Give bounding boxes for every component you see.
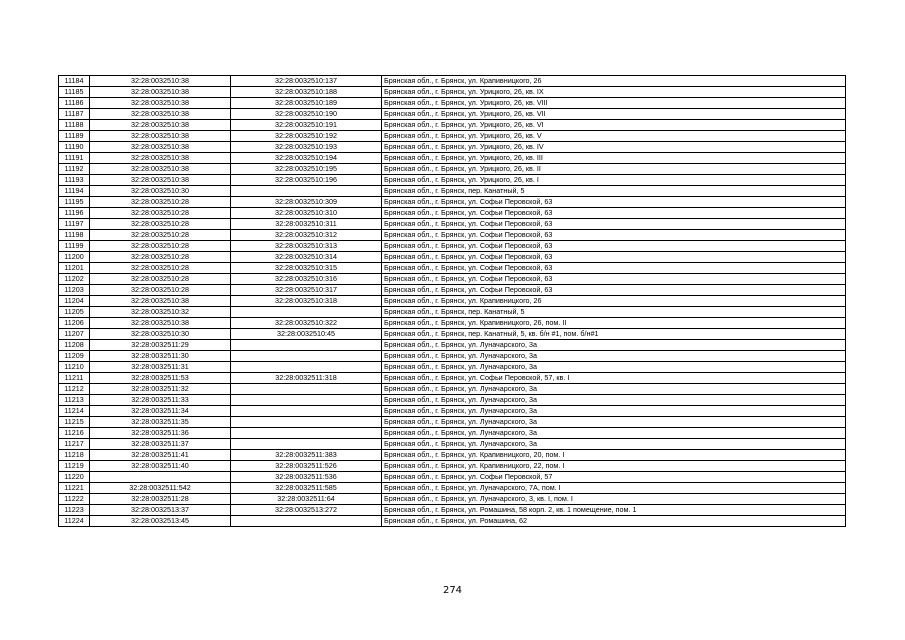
parcel-cadastral-number-cell: 32:28:0032513:45 [90,516,231,527]
address-cell: Брянская обл., г. Брянск, пер. Канатный, 5 [382,307,846,318]
parcel-cadastral-number-cell: 32:28:0032510:28 [90,230,231,241]
address-cell: Брянская обл., г. Брянск, ул. Луначарского, 3а [382,384,846,395]
parcel-cadastral-number-cell: 32:28:0032511:36 [90,428,231,439]
row-number-cell: 11199 [59,241,90,252]
address-cell: Брянская обл., г. Брянск, ул. Ромашина, 62 [382,516,846,527]
parcel-cadastral-number-cell: 32:28:0032510:38 [90,175,231,186]
object-cadastral-number-cell: 32:28:0032511:526 [231,461,382,472]
row-number-cell: 11196 [59,208,90,219]
row-number-cell: 11207 [59,329,90,340]
table-row [59,461,846,472]
parcel-cadastral-number-cell [90,472,231,483]
object-cadastral-number-cell [231,362,382,373]
object-cadastral-number-cell: 32:28:0032510:189 [231,98,382,109]
row-number-cell: 11205 [59,307,90,318]
table-row [59,197,846,208]
table-row [59,505,846,516]
address-cell: Брянская обл., г. Брянск, ул. Луначарского, 3а [382,351,846,362]
parcel-cadastral-number-cell: 32:28:0032511:31 [90,362,231,373]
object-cadastral-number-cell: 32:28:0032510:137 [231,76,382,87]
object-cadastral-number-cell: 32:28:0032510:312 [231,230,382,241]
table-row [59,76,846,87]
table-row [59,175,846,186]
table-row [59,395,846,406]
parcel-cadastral-number-cell: 32:28:0032511:33 [90,395,231,406]
row-number-cell: 11191 [59,153,90,164]
table-row [59,274,846,285]
parcel-cadastral-number-cell: 32:28:0032510:28 [90,208,231,219]
address-cell: Брянская обл., г. Брянск, ул. Луначарского, 3а [382,340,846,351]
parcel-cadastral-number-cell: 32:28:0032510:38 [90,153,231,164]
parcel-cadastral-number-cell: 32:28:0032513:37 [90,505,231,516]
parcel-cadastral-number-cell: 32:28:0032510:38 [90,76,231,87]
address-cell: Брянская обл., г. Брянск, ул. Урицкого, 26, кв. III [382,153,846,164]
row-number-cell: 11224 [59,516,90,527]
table-row [59,483,846,494]
parcel-cadastral-number-cell: 32:28:0032510:28 [90,241,231,252]
row-number-cell: 11204 [59,296,90,307]
address-cell: Брянская обл., г. Брянск, ул. Урицкого, 26, кв. I [382,175,846,186]
parcel-cadastral-number-cell: 32:28:0032511:28 [90,494,231,505]
row-number-cell: 11217 [59,439,90,450]
address-cell: Брянская обл., г. Брянск, ул. Луначарского, 7А, пом. I [382,483,846,494]
table-row [59,109,846,120]
object-cadastral-number-cell: 32:28:0032510:310 [231,208,382,219]
table-row [59,241,846,252]
address-cell: Брянская обл., г. Брянск, ул. Крапивницкого, 26 [382,76,846,87]
parcel-cadastral-number-cell: 32:28:0032511:41 [90,450,231,461]
row-number-cell: 11187 [59,109,90,120]
address-cell: Брянская обл., г. Брянск, ул. Софьи Перовской, 63 [382,285,846,296]
table-row [59,120,846,131]
address-cell: Брянская обл., г. Брянск, ул. Луначарского, 3, кв. I, пом. I [382,494,846,505]
address-cell: Брянская обл., г. Брянск, ул. Урицкого, 26, кв. IX [382,87,846,98]
parcel-cadastral-number-cell: 32:28:0032511:53 [90,373,231,384]
object-cadastral-number-cell: 32:28:0032510:309 [231,197,382,208]
address-cell: Брянская обл., г. Брянск, ул. Крапивницкого, 22, пом. I [382,461,846,472]
table-row [59,472,846,483]
table-row [59,263,846,274]
address-cell: Брянская обл., г. Брянск, ул. Софьи Перовской, 63 [382,230,846,241]
parcel-cadastral-number-cell: 32:28:0032511:37 [90,439,231,450]
parcel-cadastral-number-cell: 32:28:0032510:28 [90,263,231,274]
table-row [59,208,846,219]
object-cadastral-number-cell: 32:28:0032510:313 [231,241,382,252]
row-number-cell: 11214 [59,406,90,417]
row-number-cell: 11202 [59,274,90,285]
row-number-cell: 11201 [59,263,90,274]
table-row [59,164,846,175]
object-cadastral-number-cell: 32:28:0032510:314 [231,252,382,263]
row-number-cell: 11195 [59,197,90,208]
parcel-cadastral-number-cell: 32:28:0032510:28 [90,252,231,263]
parcel-cadastral-number-cell: 32:28:0032510:38 [90,131,231,142]
address-cell: Брянская обл., г. Брянск, ул. Крапивницкого, 26, пом. II [382,318,846,329]
object-cadastral-number-cell: 32:28:0032511:383 [231,450,382,461]
address-cell: Брянская обл., г. Брянск, ул. Луначарского, 3а [382,439,846,450]
address-cell: Брянская обл., г. Брянск, ул. Софьи Перовской, 63 [382,274,846,285]
parcel-cadastral-number-cell: 32:28:0032510:38 [90,296,231,307]
parcel-cadastral-number-cell: 32:28:0032511:542 [90,483,231,494]
object-cadastral-number-cell [231,186,382,197]
parcel-cadastral-number-cell: 32:28:0032510:38 [90,109,231,120]
address-cell: Брянская обл., г. Брянск, ул. Софьи Перовской, 63 [382,208,846,219]
row-number-cell: 11197 [59,219,90,230]
table-row [59,142,846,153]
table-row [59,340,846,351]
row-number-cell: 11211 [59,373,90,384]
address-cell: Брянская обл., г. Брянск, ул. Урицкого, 26, кв. VI [382,120,846,131]
address-cell: Брянская обл., г. Брянск, ул. Урицкого, 26, кв. VIII [382,98,846,109]
table-row [59,384,846,395]
table-row [59,428,846,439]
object-cadastral-number-cell: 32:28:0032511:585 [231,483,382,494]
parcel-cadastral-number-cell: 32:28:0032510:28 [90,285,231,296]
object-cadastral-number-cell: 32:28:0032510:311 [231,219,382,230]
parcel-cadastral-number-cell: 32:28:0032510:32 [90,307,231,318]
table-row [59,329,846,340]
object-cadastral-number-cell: 32:28:0032510:192 [231,131,382,142]
object-cadastral-number-cell: 32:28:0032510:193 [231,142,382,153]
row-number-cell: 11198 [59,230,90,241]
object-cadastral-number-cell [231,395,382,406]
parcel-cadastral-number-cell: 32:28:0032510:38 [90,120,231,131]
table-row [59,219,846,230]
row-number-cell: 11194 [59,186,90,197]
address-cell: Брянская обл., г. Брянск, ул. Софьи Перовской, 57, кв. I [382,373,846,384]
row-number-cell: 11213 [59,395,90,406]
address-cell: Брянская обл., г. Брянск, ул. Луначарского, 3а [382,362,846,373]
parcel-cadastral-number-cell: 32:28:0032510:38 [90,164,231,175]
row-number-cell: 11219 [59,461,90,472]
table-row [59,252,846,263]
row-number-cell: 11216 [59,428,90,439]
parcel-cadastral-number-cell: 32:28:0032510:30 [90,186,231,197]
parcel-cadastral-number-cell: 32:28:0032510:30 [90,329,231,340]
object-cadastral-number-cell: 32:28:0032511:536 [231,472,382,483]
object-cadastral-number-cell [231,439,382,450]
row-number-cell: 11190 [59,142,90,153]
address-cell: Брянская обл., г. Брянск, ул. Софьи Перовской, 63 [382,252,846,263]
parcel-cadastral-number-cell: 32:28:0032511:35 [90,417,231,428]
row-number-cell: 11215 [59,417,90,428]
row-number-cell: 11210 [59,362,90,373]
object-cadastral-number-cell: 32:28:0032510:45 [231,329,382,340]
address-cell: Брянская обл., г. Брянск, ул. Софьи Перовской, 63 [382,219,846,230]
object-cadastral-number-cell [231,516,382,527]
address-cell: Брянская обл., г. Брянск, ул. Софьи Перовской, 63 [382,241,846,252]
address-cell: Брянская обл., г. Брянск, ул. Луначарского, 3а [382,417,846,428]
address-cell: Брянская обл., г. Брянск, пер. Канатный, 5 [382,186,846,197]
row-number-cell: 11184 [59,76,90,87]
address-cell: Брянская обл., г. Брянск, ул. Луначарского, 3а [382,395,846,406]
table-row [59,87,846,98]
parcel-cadastral-number-cell: 32:28:0032510:38 [90,98,231,109]
row-number-cell: 11193 [59,175,90,186]
table-row [59,98,846,109]
table-row [59,153,846,164]
object-cadastral-number-cell: 32:28:0032510:191 [231,120,382,131]
table-row [59,285,846,296]
parcel-cadastral-number-cell: 32:28:0032511:40 [90,461,231,472]
parcel-cadastral-number-cell: 32:28:0032511:30 [90,351,231,362]
table-row [59,131,846,142]
table-row [59,362,846,373]
address-cell: Брянская обл., г. Брянск, ул. Софьи Перовской, 63 [382,197,846,208]
table-row [59,373,846,384]
row-number-cell: 11208 [59,340,90,351]
row-number-cell: 11192 [59,164,90,175]
table-row [59,296,846,307]
object-cadastral-number-cell: 32:28:0032510:196 [231,175,382,186]
parcel-cadastral-number-cell: 32:28:0032510:28 [90,197,231,208]
object-cadastral-number-cell: 32:28:0032513:272 [231,505,382,516]
address-cell: Брянская обл., г. Брянск, ул. Урицкого, 26, кв. VII [382,109,846,120]
object-cadastral-number-cell: 32:28:0032510:318 [231,296,382,307]
table-row [59,450,846,461]
object-cadastral-number-cell [231,307,382,318]
parcel-cadastral-number-cell: 32:28:0032510:28 [90,274,231,285]
parcel-cadastral-number-cell: 32:28:0032511:32 [90,384,231,395]
table-row [59,307,846,318]
parcel-cadastral-number-cell: 32:28:0032511:29 [90,340,231,351]
object-cadastral-number-cell: 32:28:0032510:195 [231,164,382,175]
object-cadastral-number-cell: 32:28:0032510:194 [231,153,382,164]
row-number-cell: 11222 [59,494,90,505]
table-row [59,494,846,505]
table-row [59,439,846,450]
parcel-cadastral-number-cell: 32:28:0032510:38 [90,142,231,153]
row-number-cell: 11221 [59,483,90,494]
object-cadastral-number-cell: 32:28:0032511:318 [231,373,382,384]
address-cell: Брянская обл., г. Брянск, ул. Луначарского, 3а [382,406,846,417]
row-number-cell: 11188 [59,120,90,131]
cadastral-registry-table [58,75,846,527]
table-row [59,417,846,428]
row-number-cell: 11203 [59,285,90,296]
row-number-cell: 11209 [59,351,90,362]
address-cell: Брянская обл., г. Брянск, ул. Софьи Перовской, 57 [382,472,846,483]
row-number-cell: 11218 [59,450,90,461]
table-row [59,318,846,329]
table-row [59,186,846,197]
registry-table-body [59,76,846,527]
row-number-cell: 11189 [59,131,90,142]
address-cell: Брянская обл., г. Брянск, ул. Урицкого, 26, кв. II [382,164,846,175]
object-cadastral-number-cell [231,340,382,351]
row-number-cell: 11206 [59,318,90,329]
address-cell: Брянская обл., г. Брянск, ул. Крапивницкого, 26 [382,296,846,307]
address-cell: Брянская обл., г. Брянск, ул. Урицкого, 26, кв. IV [382,142,846,153]
object-cadastral-number-cell: 32:28:0032510:190 [231,109,382,120]
object-cadastral-number-cell [231,417,382,428]
table-row [59,230,846,241]
object-cadastral-number-cell [231,351,382,362]
row-number-cell: 11223 [59,505,90,516]
object-cadastral-number-cell: 32:28:0032511:64 [231,494,382,505]
address-cell: Брянская обл., г. Брянск, ул. Софьи Перовской, 63 [382,263,846,274]
object-cadastral-number-cell [231,384,382,395]
parcel-cadastral-number-cell: 32:28:0032510:28 [90,219,231,230]
object-cadastral-number-cell [231,406,382,417]
address-cell: Брянская обл., г. Брянск, ул. Луначарского, 3а [382,428,846,439]
row-number-cell: 11186 [59,98,90,109]
object-cadastral-number-cell [231,428,382,439]
address-cell: Брянская обл., г. Брянск, ул. Ромашина, 58 корп. 2, кв. 1 помещение, пом. 1 [382,505,846,516]
parcel-cadastral-number-cell: 32:28:0032511:34 [90,406,231,417]
row-number-cell: 11200 [59,252,90,263]
address-cell: Брянская обл., г. Брянск, пер. Канатный, 5, кв. б/н #1, пом. б/н#1 [382,329,846,340]
object-cadastral-number-cell: 32:28:0032510:316 [231,274,382,285]
address-cell: Брянская обл., г. Брянск, ул. Крапивницкого, 20, пом. I [382,450,846,461]
object-cadastral-number-cell: 32:28:0032510:315 [231,263,382,274]
object-cadastral-number-cell: 32:28:0032510:317 [231,285,382,296]
address-cell: Брянская обл., г. Брянск, ул. Урицкого, 26, кв. V [382,131,846,142]
table-row [59,516,846,527]
table-row [59,351,846,362]
table-row [59,406,846,417]
page-number: 274 [442,585,463,596]
row-number-cell: 11185 [59,87,90,98]
parcel-cadastral-number-cell: 32:28:0032510:38 [90,87,231,98]
object-cadastral-number-cell: 32:28:0032510:322 [231,318,382,329]
object-cadastral-number-cell: 32:28:0032510:188 [231,87,382,98]
parcel-cadastral-number-cell: 32:28:0032510:38 [90,318,231,329]
row-number-cell: 11212 [59,384,90,395]
row-number-cell: 11220 [59,472,90,483]
